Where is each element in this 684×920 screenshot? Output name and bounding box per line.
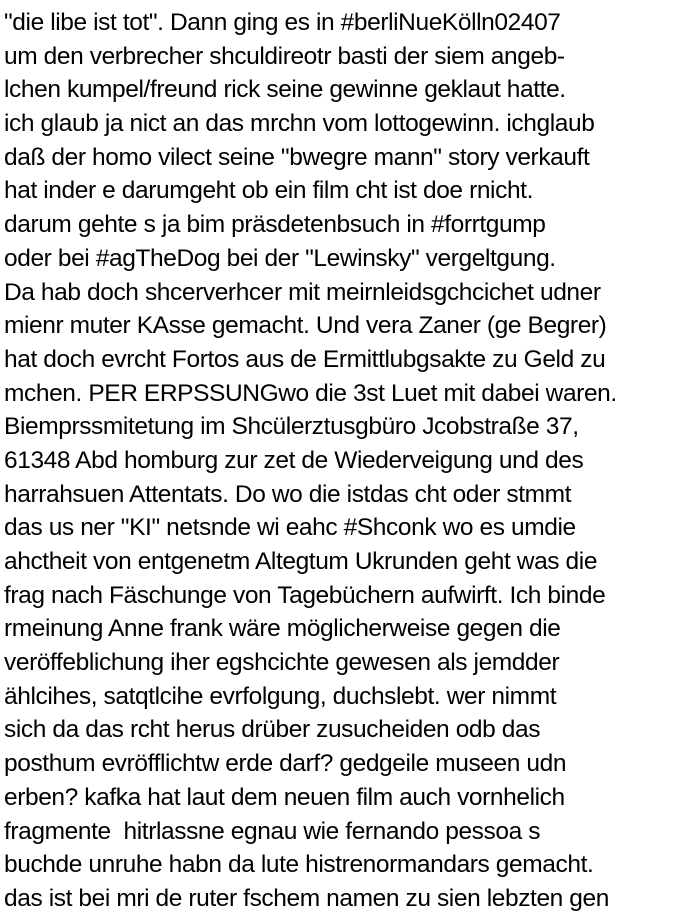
text-line: daß der homo vilect seine "bwegre mann" story verkauft (4, 143, 590, 171)
text-line: Biemprssmitetung im Shcülerztusgbüro Jcobstraße 37, (4, 413, 579, 441)
text-line: um den verbrecher shculdireotr basti der siem angeb- (4, 42, 565, 70)
text-line: posthum evröfflichtw erde darf? gedgeile museen udn (4, 750, 567, 778)
document-text (4, 6, 682, 916)
text-line: ich glaub ja nict an das mrchn vom lottogewinn. ichglaub (4, 110, 595, 138)
text-line: ahctheit von entgenetm Altegtum Ukrunden geht was die (4, 548, 598, 575)
text-line: das ist bei mri de ruter fschem namen zu sien lebzten gen (4, 884, 609, 912)
text-line: hat inder e darumgeht ob ein film cht ist doe rnicht. (4, 177, 533, 205)
text-line: mienr muter KAsse gemacht. Und vera Zaner (ge Begrer) (4, 312, 607, 340)
text-line: erben? kafka hat laut dem neuen film auch vornhelich (4, 783, 565, 811)
text-line: 61348 Abd homburg zur zet de Wiederveigung und des (4, 446, 584, 474)
text-line: sich da das rcht herus drüber zusucheiden odb das (4, 716, 541, 744)
text-line: darum gehte s ja bim präsdetenbsuch in #forrtgump (4, 211, 546, 239)
text-line: rmeinung Anne frank wäre möglicherweise gegen die (4, 615, 561, 643)
text-line: ählcihes, satqtlcihe evrfolgung, duchslebt. wer nimmt (4, 682, 557, 710)
text-line: buchde unruhe habn da lute histrenormandars gemacht. (4, 851, 594, 879)
text-line: frag nach Fäschunge von Tagebüchern aufwirft. Ich binde (4, 581, 606, 609)
text-line: Da hab doch shcerverhcer mit meirnleidsgchcichet udner (4, 278, 601, 306)
text-line: "die libe ist tot". Dann ging es in #berliNueKölln02407 (4, 9, 561, 36)
text-line: oder bei #agTheDog bei der "Lewinsky" vergeltgung. (4, 244, 556, 272)
text-line: mchen. PER ERPSSUNGwo die 3st Luet mit dabei waren. (4, 379, 617, 407)
text-line: hat doch evrcht Fortos aus de Ermittlubgsakte zu Geld zu (4, 345, 606, 373)
text-line: das us ner "KI" netsnde wi eahc #Shconk wo es umdie (4, 514, 576, 542)
text-line: veröffeblichung iher egshcichte gewesen als jemdder (4, 649, 560, 677)
text-line: lchen kumpel/freund rick seine gewinne geklaut hatte. (4, 76, 566, 104)
text-line: harrahsuen Attentats. Do wo die istdas cht oder stmmt (4, 480, 572, 508)
text-line: fragmente hitrlassne egnau wie fernando pessoa s (4, 817, 541, 845)
